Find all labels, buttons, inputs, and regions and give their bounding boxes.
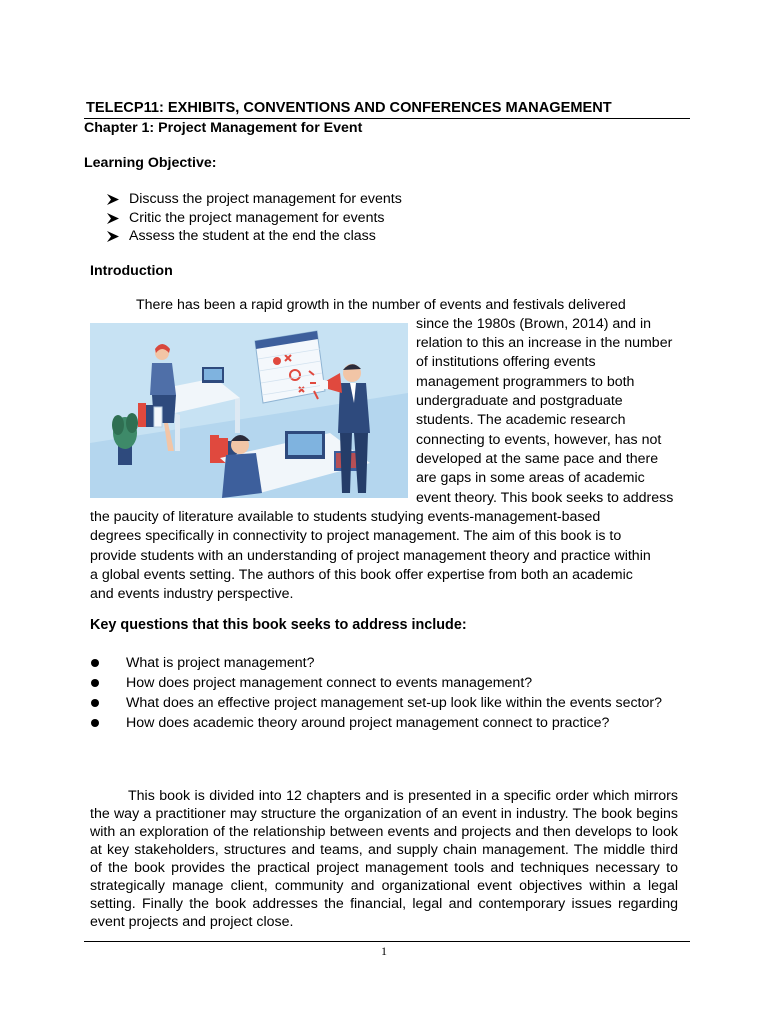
introduction-heading: Introduction	[90, 263, 173, 279]
intro-line: connecting to events, however, has not	[416, 432, 662, 448]
office-illustration	[90, 323, 408, 498]
intro-line: and events industry perspective.	[90, 586, 294, 602]
intro-line: There has been a rapid growth in the number of events and festivals delivered	[136, 297, 626, 313]
bullet-icon	[91, 659, 99, 667]
page-number: 1	[381, 944, 387, 958]
question-item: What does an effective project management set-up look like within the events sector?	[90, 694, 678, 712]
objective-item: Discuss the project management for events	[106, 190, 402, 209]
question-item: How does project management connect to events management?	[90, 674, 678, 692]
intro-line: the paucity of literature available to students studying events-management-based	[90, 509, 601, 525]
bullet-icon	[91, 679, 99, 687]
arrow-bullet-icon	[106, 193, 120, 206]
course-title: TELECP11: EXHIBITS, CONVENTIONS AND CONFERENCES MANAGEMENT	[86, 100, 612, 116]
key-questions-heading: Key questions that this book seeks to address include:	[90, 617, 467, 633]
bullet-icon	[91, 719, 99, 727]
objective-item: Critic the project management for events	[106, 209, 402, 228]
footer-divider	[84, 941, 690, 942]
chapter-title: Chapter 1: Project Management for Event	[84, 120, 363, 136]
arrow-bullet-icon	[106, 212, 120, 225]
intro-line: are gaps in some areas of academic	[416, 470, 645, 486]
bullet-icon	[91, 699, 99, 707]
intro-line: provide students with an understanding of project management theory and practice within	[90, 548, 651, 564]
learning-objective-heading: Learning Objective:	[84, 155, 217, 171]
arrow-bullet-icon	[106, 230, 120, 243]
intro-line: degrees specifically in connectivity to project management. The aim of this book is to	[90, 528, 622, 544]
objective-item: Assess the student at the end the class	[106, 227, 402, 246]
chapters-paragraph: This book is divided into 12 chapters and is presented in a specific order which mirrors the way a practitioner may structure the organization of an event in industry. The book begins with an exploration of the relationship between events and projects and then develops to look at key stakeholders, structures and teams, and supply chain management. The middle third of the book provides the practical project management tools and techniques necessary to strategically manage client, community and organizational event objectives within a legal setting. Finally the book addresses the financial, legal and contemporary issues regarding event projects and project close.	[90, 788, 678, 930]
intro-line: developed at the same pace and there	[416, 451, 659, 467]
intro-line: management programmers to both	[416, 374, 635, 390]
intro-line: a global events setting. The authors of this book offer expertise from both an academic	[90, 567, 633, 583]
intro-line: since the 1980s (Brown, 2014) and in	[416, 316, 652, 332]
objectives-list	[106, 190, 402, 246]
intro-line: event theory. This book seeks to address	[416, 490, 674, 506]
intro-line: of institutions offering events	[416, 354, 596, 370]
intro-line: undergraduate and postgraduate	[416, 393, 623, 409]
intro-line: students. The academic research	[416, 412, 626, 428]
key-questions-list	[90, 654, 678, 732]
question-item: How does academic theory around project management connect to practice?	[90, 714, 678, 732]
intro-line: relation to this an increase in the number	[416, 335, 673, 351]
question-item: What is project management?	[90, 654, 678, 672]
